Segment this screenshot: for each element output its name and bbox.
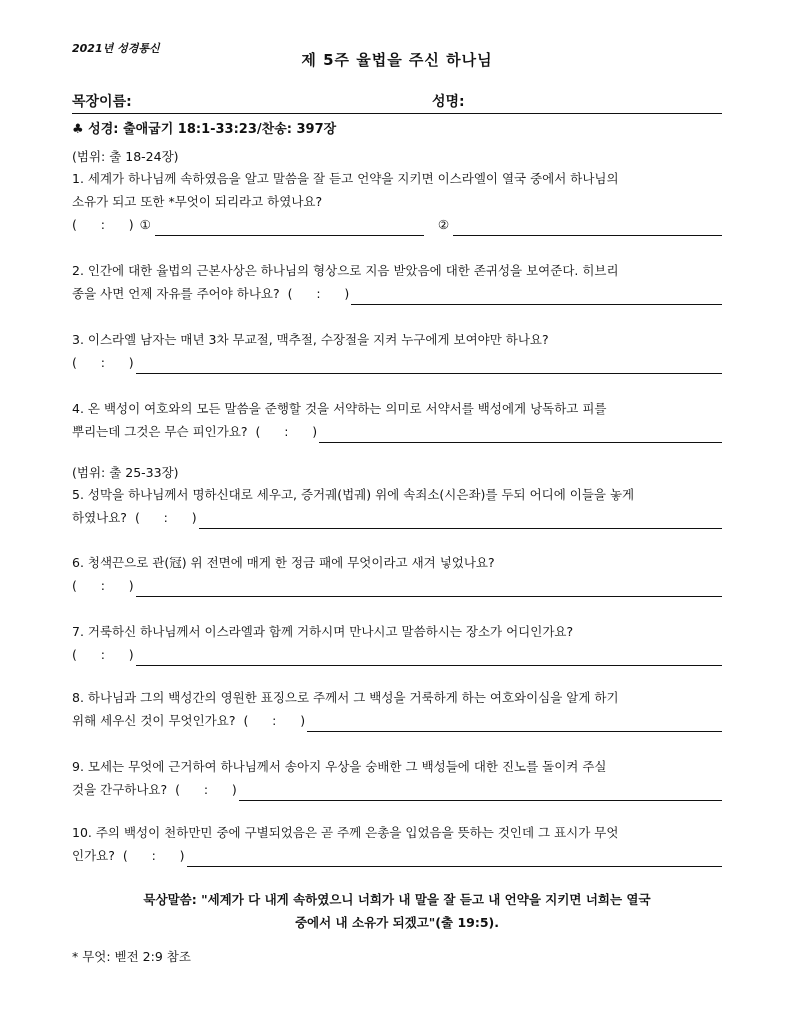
question-text: 10. 주의 백성이 천하만민 중에 구별되었음은 곧 주께 은총을 입었음을 뜻하는 것인데 그 표시가 무엇	[72, 825, 619, 840]
question-1	[72, 167, 722, 236]
verse-blank: ( : )	[175, 782, 237, 797]
answer-line[interactable]	[351, 288, 722, 305]
answer-line[interactable]	[319, 426, 722, 443]
question-text: 3. 이스라엘 남자는 매년 3차 무교절, 맥추절, 수장절을 지켜 누구에게 보여야만 하나요?	[72, 332, 549, 347]
verse-blank: ( : )	[287, 286, 350, 301]
answer-line[interactable]	[136, 357, 722, 374]
question-text: 6. 청색끈으로 관(冠) 위 전면에 매게 한 정금 패에 무엇이라고 새겨 넣었나요?	[72, 555, 495, 570]
verse-blank: ( : )	[72, 578, 134, 593]
range-label-1: (범위: 출 18-24장)	[72, 149, 179, 164]
question-text: 1. 세계가 하나님께 속하였음을 알고 말씀을 잘 듣고 언약을 지키면 이스라엘이 열국 중에서 하나님의	[72, 171, 619, 186]
question-10	[72, 821, 722, 867]
meditation-line: 중에서 내 소유가 되겠고"(출 19:5).	[294, 915, 499, 930]
year-tag: 2021년 성경통신	[72, 42, 160, 55]
question-text: 5. 성막을 하나님께서 명하신대로 세우고, 증거궤(법궤) 위에 속죄소(시은좌)를 두되 어디에 이들을 놓게	[72, 487, 635, 502]
footnote: * 무엇: 벧전 2:9 참조	[72, 949, 191, 964]
info-row	[72, 91, 722, 114]
answer-line[interactable]	[453, 219, 722, 236]
parish-label: 목장이름:	[72, 94, 132, 110]
answer-line[interactable]	[187, 850, 722, 867]
page-title: 제 5주 율법을 주신 하나님	[301, 51, 493, 69]
answer-line[interactable]	[136, 649, 722, 666]
name-label: 성명:	[432, 94, 465, 110]
question-text: 위해 세우신 것이 무엇인가요?	[72, 713, 236, 728]
verse-blank: ( : )	[122, 848, 185, 863]
question-7	[72, 620, 722, 666]
question-text: 8. 하나님과 그의 백성간의 영원한 표징으로 주께서 그 백성을 거룩하게 하는 여호와이심을 알게 하기	[72, 690, 619, 705]
question-text: 2. 인간에 대한 율법의 근본사상은 하나님의 형상으로 지음 받았음에 대한 존귀성을 보여준다. 히브리	[72, 263, 619, 278]
answer-line[interactable]	[136, 580, 722, 597]
scripture-reference: ♣ 성경: 출애굽기 18:1-33:23/찬송: 397장	[72, 122, 337, 137]
answer-line[interactable]	[307, 715, 722, 732]
question-text: 것을 간구하나요?	[72, 782, 168, 797]
verse-blank: ( : )	[134, 510, 197, 525]
meditation-verse	[72, 888, 722, 934]
verse-blank: ( : )	[243, 713, 306, 728]
verse-blank: ( : )	[72, 355, 134, 370]
question-2	[72, 259, 722, 305]
question-text: 4. 온 백성이 여호와의 모든 말씀을 준행할 것을 서약하는 의미로 서약서를 백성에게 낭독하고 피를	[72, 401, 607, 416]
question-text: 뿌리는데 그것은 무슨 피인가요?	[72, 424, 248, 439]
answer-marker: ①	[139, 217, 151, 232]
question-text: 종을 사면 언제 자유를 주어야 하나요?	[72, 286, 280, 301]
question-text: 하였나요?	[72, 510, 127, 525]
answer-field[interactable]	[72, 213, 722, 236]
question-3	[72, 328, 722, 374]
answer-line[interactable]	[155, 219, 424, 236]
question-text: 인가요?	[72, 848, 115, 863]
question-5	[72, 483, 722, 529]
question-8	[72, 686, 722, 732]
answer-line[interactable]	[239, 784, 722, 801]
question-text: 7. 거룩하신 하나님께서 이스라엘과 함께 거하시며 만나시고 말씀하시는 장소가 어디인가요?	[72, 624, 574, 639]
answer-line[interactable]	[199, 512, 722, 529]
verse-blank: ( : )	[255, 424, 318, 439]
verse-blank: ( : )	[72, 647, 134, 662]
question-text: 소유가 되고 또한 *무엇이 되리라고 하였나요?	[72, 194, 323, 209]
verse-blank: ( : )	[72, 217, 134, 232]
answer-marker: ②	[437, 217, 450, 232]
range-label-2: (범위: 출 25-33장)	[72, 465, 179, 480]
question-text: 9. 모세는 무엇에 근거하여 하나님께서 송아지 우상을 숭배한 그 백성들에 대한 진노를 돌이켜 주실	[72, 759, 607, 774]
question-6	[72, 551, 722, 597]
meditation-line: 묵상말씀: "세계가 다 내게 속하였으니 너희가 내 말을 잘 듣고 내 언약을 지키면 너희는 열국	[143, 892, 651, 907]
question-4	[72, 397, 722, 443]
question-9	[72, 755, 722, 801]
